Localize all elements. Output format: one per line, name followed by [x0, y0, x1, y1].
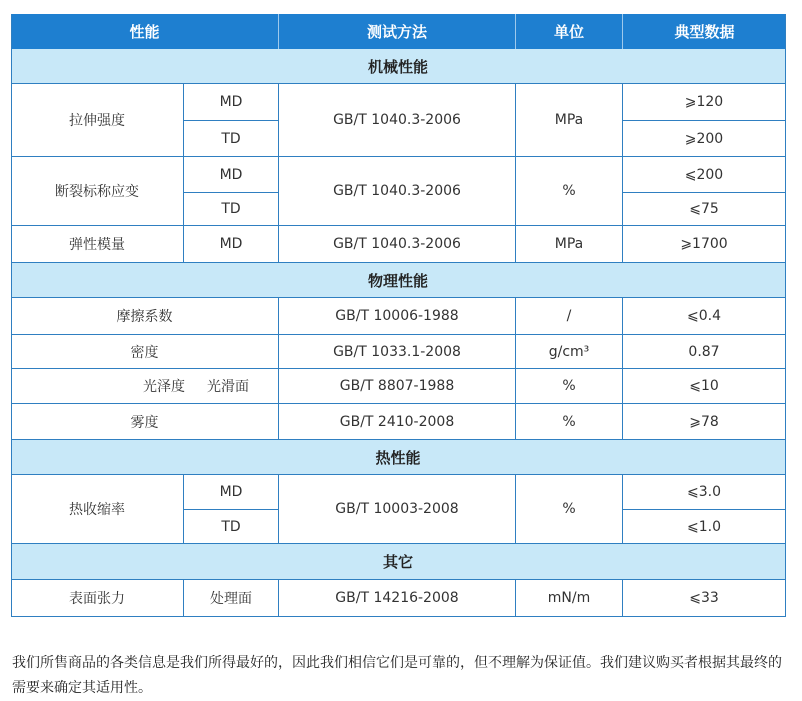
haze-label: 雾度 — [11, 404, 279, 440]
density-method: GB/T 1033.1-2008 — [279, 335, 516, 369]
elongation-method: GB/T 1040.3-2006 — [279, 157, 516, 226]
elongation-md-value: ⩽200 — [623, 157, 786, 193]
tensile-md-label: MD — [184, 84, 279, 121]
gloss-side-label: 光滑面 — [201, 369, 279, 404]
section-thermal: 热性能 — [11, 440, 786, 475]
surface-tension-method: GB/T 14216-2008 — [279, 580, 516, 617]
shrinkage-method: GB/T 10003-2008 — [279, 475, 516, 544]
surface-tension-label: 表面张力 — [11, 580, 184, 617]
surface-tension-unit: mN/m — [516, 580, 623, 617]
elongation-unit: % — [516, 157, 623, 226]
specification-table — [11, 14, 786, 617]
shrinkage-td-value: ⩽1.0 — [623, 510, 786, 544]
gloss-label: 光泽度 — [11, 369, 201, 404]
tensile-td-label: TD — [184, 121, 279, 157]
tensile-td-value: ⩾200 — [623, 121, 786, 157]
friction-label: 摩擦系数 — [11, 298, 279, 335]
gloss-method: GB/T 8807-1988 — [279, 369, 516, 404]
modulus-label: 弹性模量 — [11, 226, 184, 263]
friction-value: ⩽0.4 — [623, 298, 786, 335]
header-unit: 单位 — [516, 14, 623, 49]
elongation-md-label: MD — [184, 157, 279, 193]
density-value: 0.87 — [623, 335, 786, 369]
shrinkage-label: 热收缩率 — [11, 475, 184, 544]
section-mechanical: 机械性能 — [11, 49, 786, 84]
gloss-value: ⩽10 — [623, 369, 786, 404]
haze-value: ⩾78 — [623, 404, 786, 440]
shrinkage-td-label: TD — [184, 510, 279, 544]
haze-unit: % — [516, 404, 623, 440]
modulus-method: GB/T 1040.3-2006 — [279, 226, 516, 263]
density-label: 密度 — [11, 335, 279, 369]
modulus-md-label: MD — [184, 226, 279, 263]
tensile-strength-label: 拉伸强度 — [11, 84, 184, 157]
friction-unit: / — [516, 298, 623, 335]
header-typical-data: 典型数据 — [623, 14, 786, 49]
elongation-td-label: TD — [184, 193, 279, 226]
tensile-md-value: ⩾120 — [623, 84, 786, 121]
tensile-unit: MPa — [516, 84, 623, 157]
modulus-unit: MPa — [516, 226, 623, 263]
header-test-method: 测试方法 — [279, 14, 516, 49]
shrinkage-md-label: MD — [184, 475, 279, 510]
tensile-method: GB/T 1040.3-2006 — [279, 84, 516, 157]
surface-tension-side-label: 处理面 — [184, 580, 279, 617]
haze-method: GB/T 2410-2008 — [279, 404, 516, 440]
header-property: 性能 — [11, 14, 279, 49]
friction-method: GB/T 10006-1988 — [279, 298, 516, 335]
disclaimer-text: 我们所售商品的各类信息是我们所得最好的，因此我们相信它们是可靠的，但不理解为保证值。我们建议购买者根据其最终的需要来确定其适用性。 — [12, 655, 782, 696]
elongation-label: 断裂标称应变 — [11, 157, 184, 226]
section-physical: 物理性能 — [11, 263, 786, 298]
shrinkage-md-value: ⩽3.0 — [623, 475, 786, 510]
modulus-value: ⩾1700 — [623, 226, 786, 263]
elongation-td-value: ⩽75 — [623, 193, 786, 226]
surface-tension-value: ⩽33 — [623, 580, 786, 617]
gloss-unit: % — [516, 369, 623, 404]
section-other: 其它 — [11, 544, 786, 580]
shrinkage-unit: % — [516, 475, 623, 544]
density-unit: g/cm³ — [516, 335, 623, 369]
